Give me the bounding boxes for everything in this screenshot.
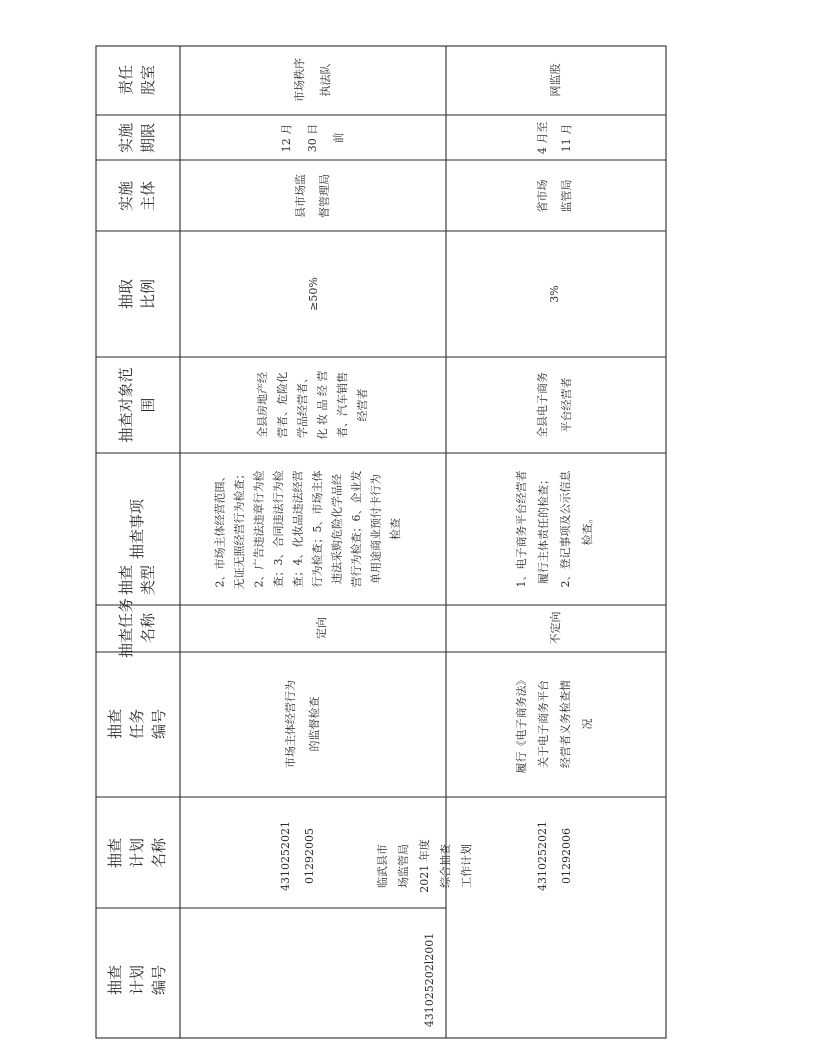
inspection-items: 1、电子商务平台经营者: [515, 470, 528, 588]
plan-number: 431025202l2001: [423, 932, 436, 1028]
header-subject: 实施: [117, 180, 135, 212]
header-subject: 主体: [139, 180, 157, 212]
implementation-period: 前: [332, 132, 345, 144]
task-number: 01292006: [560, 828, 573, 884]
header-dept: 责任: [117, 64, 135, 96]
plan-name: 2021 年度: [418, 839, 431, 893]
implementing-body: 省市场: [536, 179, 549, 213]
header-scope: 围: [139, 397, 157, 413]
task-name: 市场主体经营行为: [284, 680, 297, 768]
inspection-items: 营行为检查；6、企业发: [349, 470, 363, 588]
inspection-scope: 全县房地产经: [256, 372, 269, 438]
implementation-period: 30 日: [306, 123, 319, 153]
inspection-items: 检查。: [581, 512, 594, 546]
header-period: 期限: [139, 122, 157, 154]
inspection-items: 履行主体责任的检查；: [537, 474, 550, 584]
header-plan-name: 计划: [128, 837, 146, 869]
task-number: 4310252021: [536, 821, 549, 891]
task-name: 履行《电子商务法》: [515, 674, 528, 774]
header-ratio: 比例: [139, 278, 157, 310]
header-dept: 股室: [139, 64, 157, 96]
plan-name: 场监管局: [397, 844, 410, 888]
implementation-period: 12 月: [280, 123, 293, 153]
task-number: 4310252021: [279, 821, 292, 891]
plan-name: 综合抽查: [439, 844, 452, 888]
implementation-period: 11 月: [560, 123, 573, 153]
inspection-items: 检查: [388, 518, 402, 540]
task-name: 经营者义务检查情: [559, 680, 572, 768]
header-type: 类型: [139, 564, 157, 596]
header-period: 实施: [117, 122, 135, 154]
header-scope: 抽查对象范: [117, 367, 135, 443]
inspection-scope: 营者、危险化: [276, 372, 289, 438]
sampling-ratio: 3%: [548, 285, 561, 303]
header-task-name: 抽查任务: [117, 597, 135, 659]
implementing-body: 县市场监: [294, 174, 307, 218]
task-name: 关于电子商务平台: [537, 680, 550, 768]
inspection-items: 查；4、化妆品违法经营: [291, 470, 305, 588]
task-number: 01292005: [303, 828, 316, 884]
inspection-items: 单用途商业预付卡行为: [369, 474, 383, 584]
plan-name: 临武县市: [376, 844, 389, 888]
header-plan-name: 抽查: [106, 837, 124, 869]
inspection-scope: 全县电子商务: [536, 372, 549, 438]
sampling-ratio: ≥50%: [307, 277, 320, 311]
inspection-items: 行为检查；5、市场主体: [310, 470, 324, 588]
inspection-items: 2、登记事项及公示信息: [559, 470, 572, 588]
header-ratio: 抽取: [117, 278, 135, 310]
responsible-dept: 网监股: [549, 63, 562, 97]
implementation-period: 4 月至: [536, 121, 549, 155]
inspection-scope: 平台经营者: [560, 377, 573, 433]
header-items: 抽查事项: [128, 498, 146, 560]
task-name: 况: [581, 718, 594, 730]
header-task-no: 抽查: [106, 708, 124, 740]
task-name: 的监督检查: [308, 696, 321, 752]
inspection-scope: 者、汽车销售: [336, 372, 349, 438]
implementing-body: 督管理局: [318, 174, 331, 218]
inspection-scope: 学品经营者、: [296, 372, 309, 438]
plan-name: 工作计划: [460, 844, 473, 888]
inspection-items: 违法采购危险化学品经: [330, 474, 344, 584]
inspection-scope: 经营者: [356, 388, 369, 422]
inspection-items: 2、市场主体经营范围、: [213, 470, 227, 588]
header-task-name: 名称: [139, 612, 157, 644]
inspection-items: 查；3、合同违法行为检: [271, 470, 285, 588]
header-plan-no: 编号: [150, 964, 168, 996]
header-plan-no: 抽查: [106, 964, 124, 996]
table-text: [106, 58, 594, 1027]
header-task-no: 任务: [128, 708, 146, 740]
header-type: 抽查: [117, 564, 135, 596]
inspection-items: 无证无照经营行为检查；: [232, 468, 246, 590]
inspection-items: 2、广告违法违章行为检: [252, 470, 266, 588]
header-plan-name: 名称: [150, 837, 168, 869]
header-plan-no: 计划: [128, 964, 146, 996]
inspection-scope: 化 妆 品 经 营: [316, 370, 329, 440]
header-task-no: 编号: [150, 708, 168, 740]
inspection-type: 定向: [315, 617, 328, 639]
inspection-type: 不定向: [549, 611, 562, 645]
responsible-dept: 市场秩序: [293, 58, 306, 102]
responsible-dept: 执法队: [319, 63, 332, 97]
implementing-body: 监管局: [560, 179, 573, 213]
